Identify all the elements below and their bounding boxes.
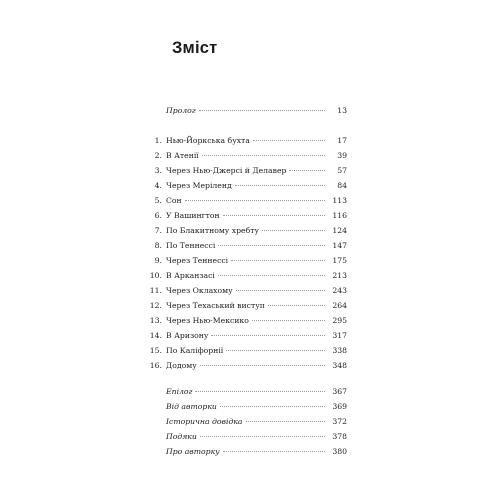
- toc-entry-page: 57: [337, 166, 347, 175]
- toc-entry-label: Додому: [166, 361, 197, 370]
- toc-entry-chapter[interactable]: [140, 313, 347, 328]
- toc-entry-page: 295: [332, 316, 347, 325]
- toc-entry-page: 380: [332, 447, 347, 456]
- toc-entry-label: Епілог: [166, 387, 193, 396]
- toc-entry-label: Через Теннессі: [166, 256, 229, 265]
- toc-entry-label: По Теннессі: [166, 241, 216, 250]
- toc-entry-chapter[interactable]: [140, 283, 347, 298]
- toc-entry-page: 13: [337, 106, 347, 115]
- toc-entry-number: 15.: [149, 346, 162, 355]
- toc-entry-chapter[interactable]: [140, 133, 347, 148]
- toc-entry-label: Подяки: [166, 432, 197, 441]
- toc-entry-page: 348: [332, 361, 347, 370]
- toc-entry-label: У Вашингтон: [166, 211, 220, 220]
- toc-entry-page: 264: [332, 301, 347, 310]
- toc-entry-page: 243: [332, 286, 347, 295]
- toc-entry-chapter[interactable]: [140, 328, 347, 343]
- toc-entry-label: Через Оклахому: [166, 286, 233, 295]
- toc-entry-label: Через Техаський виступ: [166, 301, 265, 310]
- toc-entry-label: Сон: [166, 196, 182, 205]
- dot-leader: [218, 275, 325, 276]
- table-of-contents: [140, 103, 347, 459]
- toc-entry-number: 4.: [154, 181, 162, 190]
- dot-leader: [246, 421, 326, 422]
- toc-entry-back-matter[interactable]: [140, 429, 347, 444]
- dot-leader: [231, 260, 325, 261]
- dot-leader: [262, 230, 325, 231]
- toc-entry-page: 367: [332, 387, 347, 396]
- toc-entry-chapter[interactable]: [140, 253, 347, 268]
- page-title: Зміст: [172, 39, 218, 57]
- dot-leader: [226, 350, 325, 351]
- toc-entry-page: 39: [337, 151, 347, 160]
- toc-entry-prologue[interactable]: [140, 103, 347, 118]
- toc-entry-number: 5.: [154, 196, 162, 205]
- dot-leader: [235, 185, 325, 186]
- toc-entry-chapter[interactable]: [140, 208, 347, 223]
- toc-entry-label: В Аризону: [166, 331, 209, 340]
- dot-leader: [220, 406, 325, 407]
- dot-leader: [211, 335, 325, 336]
- toc-entry-number: 2.: [154, 151, 162, 160]
- toc-entry-label: В Арканзасі: [166, 271, 215, 280]
- toc-entry-page: 175: [332, 256, 347, 265]
- dot-leader: [268, 305, 325, 306]
- toc-entry-chapter[interactable]: [140, 358, 347, 373]
- toc-entry-label: Через Меріленд: [166, 181, 232, 190]
- toc-entry-chapter[interactable]: [140, 298, 347, 313]
- dot-leader: [252, 320, 325, 321]
- toc-entry-label: Пролог: [166, 106, 196, 115]
- toc-entry-label: Нью-Йоркська бухта: [166, 136, 250, 145]
- dot-leader: [195, 391, 325, 392]
- toc-entry-page: 124: [332, 226, 347, 235]
- toc-entry-chapter[interactable]: [140, 148, 347, 163]
- toc-entry-label: Історична довідка: [166, 417, 243, 426]
- toc-entry-number: 11.: [149, 286, 162, 295]
- dot-leader: [289, 170, 325, 171]
- dot-leader: [202, 155, 325, 156]
- toc-entry-chapter[interactable]: [140, 343, 347, 358]
- toc-entry-chapter[interactable]: [140, 163, 347, 178]
- toc-entry-page: 372: [332, 417, 347, 426]
- dot-leader: [200, 436, 325, 437]
- toc-entry-page: 116: [332, 211, 347, 220]
- toc-entry-number: 12.: [149, 301, 162, 310]
- section-gap: [140, 373, 347, 384]
- toc-entry-page: 317: [332, 331, 347, 340]
- dot-leader: [218, 245, 325, 246]
- toc-entry-page: 369: [332, 402, 347, 411]
- toc-entry-page: 213: [332, 271, 347, 280]
- toc-entry-chapter[interactable]: [140, 268, 347, 283]
- toc-entry-number: 3.: [154, 166, 162, 175]
- dot-leader: [199, 110, 325, 111]
- section-gap: [140, 118, 347, 133]
- toc-entry-page: 147: [332, 241, 347, 250]
- toc-entry-back-matter[interactable]: [140, 444, 347, 459]
- toc-entry-page: 17: [337, 136, 347, 145]
- dot-leader: [223, 215, 325, 216]
- dot-leader: [185, 200, 325, 201]
- toc-entry-chapter[interactable]: [140, 238, 347, 253]
- toc-entry-chapter[interactable]: [140, 223, 347, 238]
- toc-entry-number: 13.: [149, 316, 162, 325]
- toc-entry-number: 14.: [149, 331, 162, 340]
- toc-entry-chapter[interactable]: [140, 178, 347, 193]
- dot-leader: [236, 290, 325, 291]
- toc-entry-label: Через Нью-Джерсі й Делавер: [166, 166, 287, 175]
- toc-entry-label: В Атенії: [166, 151, 199, 160]
- toc-entry-number: 1.: [154, 136, 162, 145]
- dot-leader: [253, 140, 325, 141]
- toc-entry-label: Від авторки: [166, 402, 217, 411]
- dot-leader: [200, 365, 325, 366]
- toc-entry-number: 8.: [154, 241, 162, 250]
- dot-leader: [223, 451, 325, 452]
- toc-entry-back-matter[interactable]: [140, 414, 347, 429]
- toc-entry-back-matter[interactable]: [140, 384, 347, 399]
- toc-entry-back-matter[interactable]: [140, 399, 347, 414]
- toc-entry-number: 7.: [154, 226, 162, 235]
- toc-entry-page: 378: [332, 432, 347, 441]
- toc-entry-chapter[interactable]: [140, 193, 347, 208]
- toc-entry-page: 338: [332, 346, 347, 355]
- toc-entry-number: 6.: [154, 211, 162, 220]
- toc-entry-label: По Каліфорнії: [166, 346, 224, 355]
- toc-entry-number: 10.: [149, 271, 162, 280]
- toc-entry-label: Через Нью-Мексико: [166, 316, 249, 325]
- toc-entry-number: 16.: [149, 361, 162, 370]
- toc-entry-label: Про авторку: [166, 447, 220, 456]
- toc-entry-page: 113: [332, 196, 347, 205]
- toc-entry-page: 84: [337, 181, 347, 190]
- toc-entry-label: По Блакитному хребту: [166, 226, 259, 235]
- toc-entry-number: 9.: [154, 256, 162, 265]
